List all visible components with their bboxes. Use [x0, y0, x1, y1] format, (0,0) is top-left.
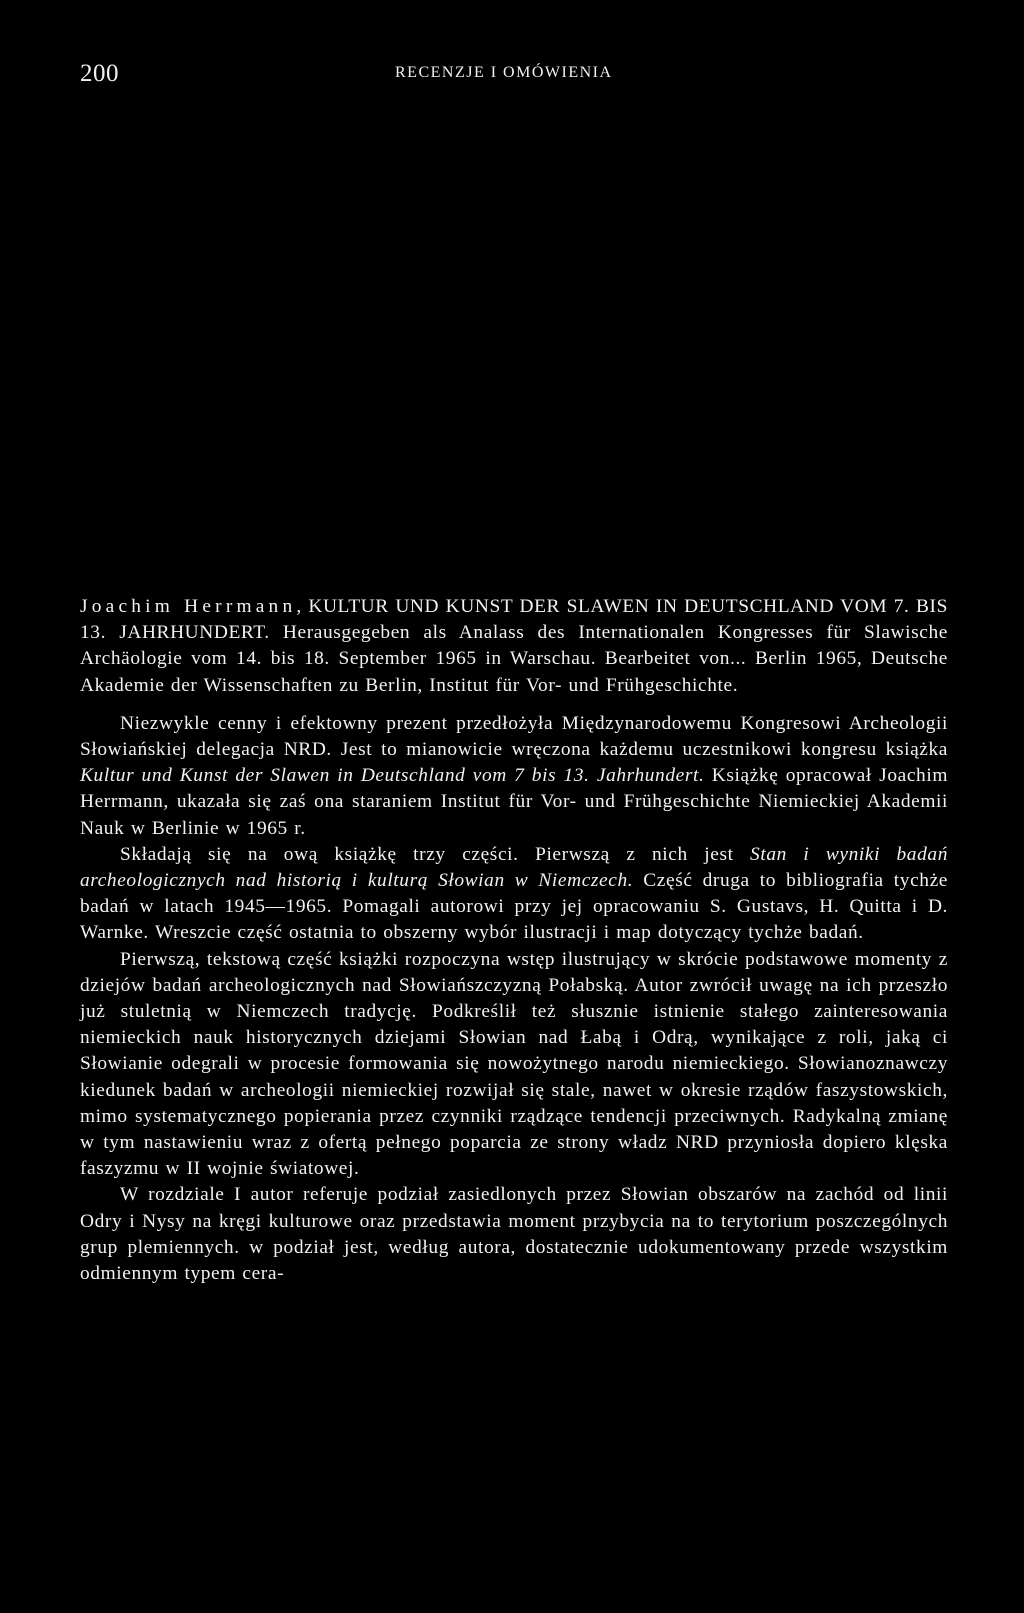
article-body	[80, 594, 948, 1287]
paragraph-4: W rozdziale I autor referuje podział zasiedlonych przez Słowian obszarów na zachód od linii Odry i Nysy na kręgi kulturowe oraz przedstawia moment przybycia na to terytorium poszczególnych grup plemiennych. w podział jest, według autora, dostatecznie udokumentowany przede wszystkim odmiennym typem cera-	[80, 1184, 948, 1285]
paragraph-2	[80, 842, 948, 947]
book-title-german: Kultur und Kunst der Slawen in Deutschland vom 7 bis 13. Jahrhundert.	[80, 765, 705, 787]
paragraph-2-text-a: Składają się na ową książkę trzy części. Pierwszą z nich jest	[120, 843, 751, 865]
paragraph-1-text-a: Niezwykle cenny i efektowny prezent przedłożyła Międzynarodowemu Kongresowi Archeologii Słowiańskiej delegacja NRD. Jest to mianowicie wręczona każdemu uczestnikowi kongresu książka	[80, 712, 948, 761]
bibliographic-entry	[80, 594, 948, 699]
running-head: RECENZJE I OMÓWIENIA	[395, 64, 613, 81]
bibliographic-details: , KULTUR UND KUNST DER SLAWEN IN DEUTSCHLAND VOM 7. BIS 13. JAHRHUNDERT. Herausgegeben als Analass des Internationalen Kongresses für Slawische Archäologie vom 14. bis 18. September 1965 in Warschau. Bearbeitet von... Berlin 1965, Deutsche Akademie der Wissenschaften zu Berlin, Institut für Vor- und Frühgeschichte.	[80, 596, 948, 696]
page-header	[80, 60, 640, 90]
page-number: 200	[80, 60, 119, 87]
paragraph-1-text-b: Książkę opracował Joachim Herrmann, ukazała się zaś ona staraniem Institut für Vor- und Frühgeschichte Niemieckiej Akademii Nauk w Berlinie w 1965 r.	[80, 765, 949, 839]
paragraph-3: Pierwszą, tekstową część książki rozpoczyna wstęp ilustrujący w skrócie podstawowe momenty z dziejów badań archeologicznych nad Słowiańszczyzną Połabską. Autor zwrócił uwagę na ich przeszło już stuletnią w Niemczech tradycję. Podkreślił też słusznie istnienie stałego zainteresowania niemieckich nauk historycznych dziejami Słowian nad Łabą i Odrą, wynikające z roli, jaką ci Słowianie odegrali w procesie formowania się nowożytnego narodu niemieckiego. Słowianoznawczy kiedunek badań w archeologii niemieckiej rozwijał się stale, nawet w okresie rządów faszystowskich, mimo systematycznego popierania przez czynniki rządzące tendencji przeciwnych. Radykalną zmianę w tym nastawieniu wraz z ofertą pełnego poparcia ze strony władz NRD przyniosła dopiero klęska faszyzmu w II wojnie światowej.	[80, 948, 948, 1180]
paragraph-1	[80, 711, 948, 842]
paragraph-2-text-b: Część druga to bibliografia tychże badań w latach 1945—1965. Pomagali autorowi przy jej opracowaniu S. Gustavs, H. Quitta i D. Warnke. Wreszcie część ostatnia to obszerny wybór ilustracji i map dotyczący tychże badań.	[80, 870, 948, 944]
author-name: Joachim Herrmann	[80, 596, 297, 617]
part-title-polish: Stan i wyniki badań archeologicznych nad historią i kulturą Słowian w Niemczech.	[80, 843, 948, 892]
